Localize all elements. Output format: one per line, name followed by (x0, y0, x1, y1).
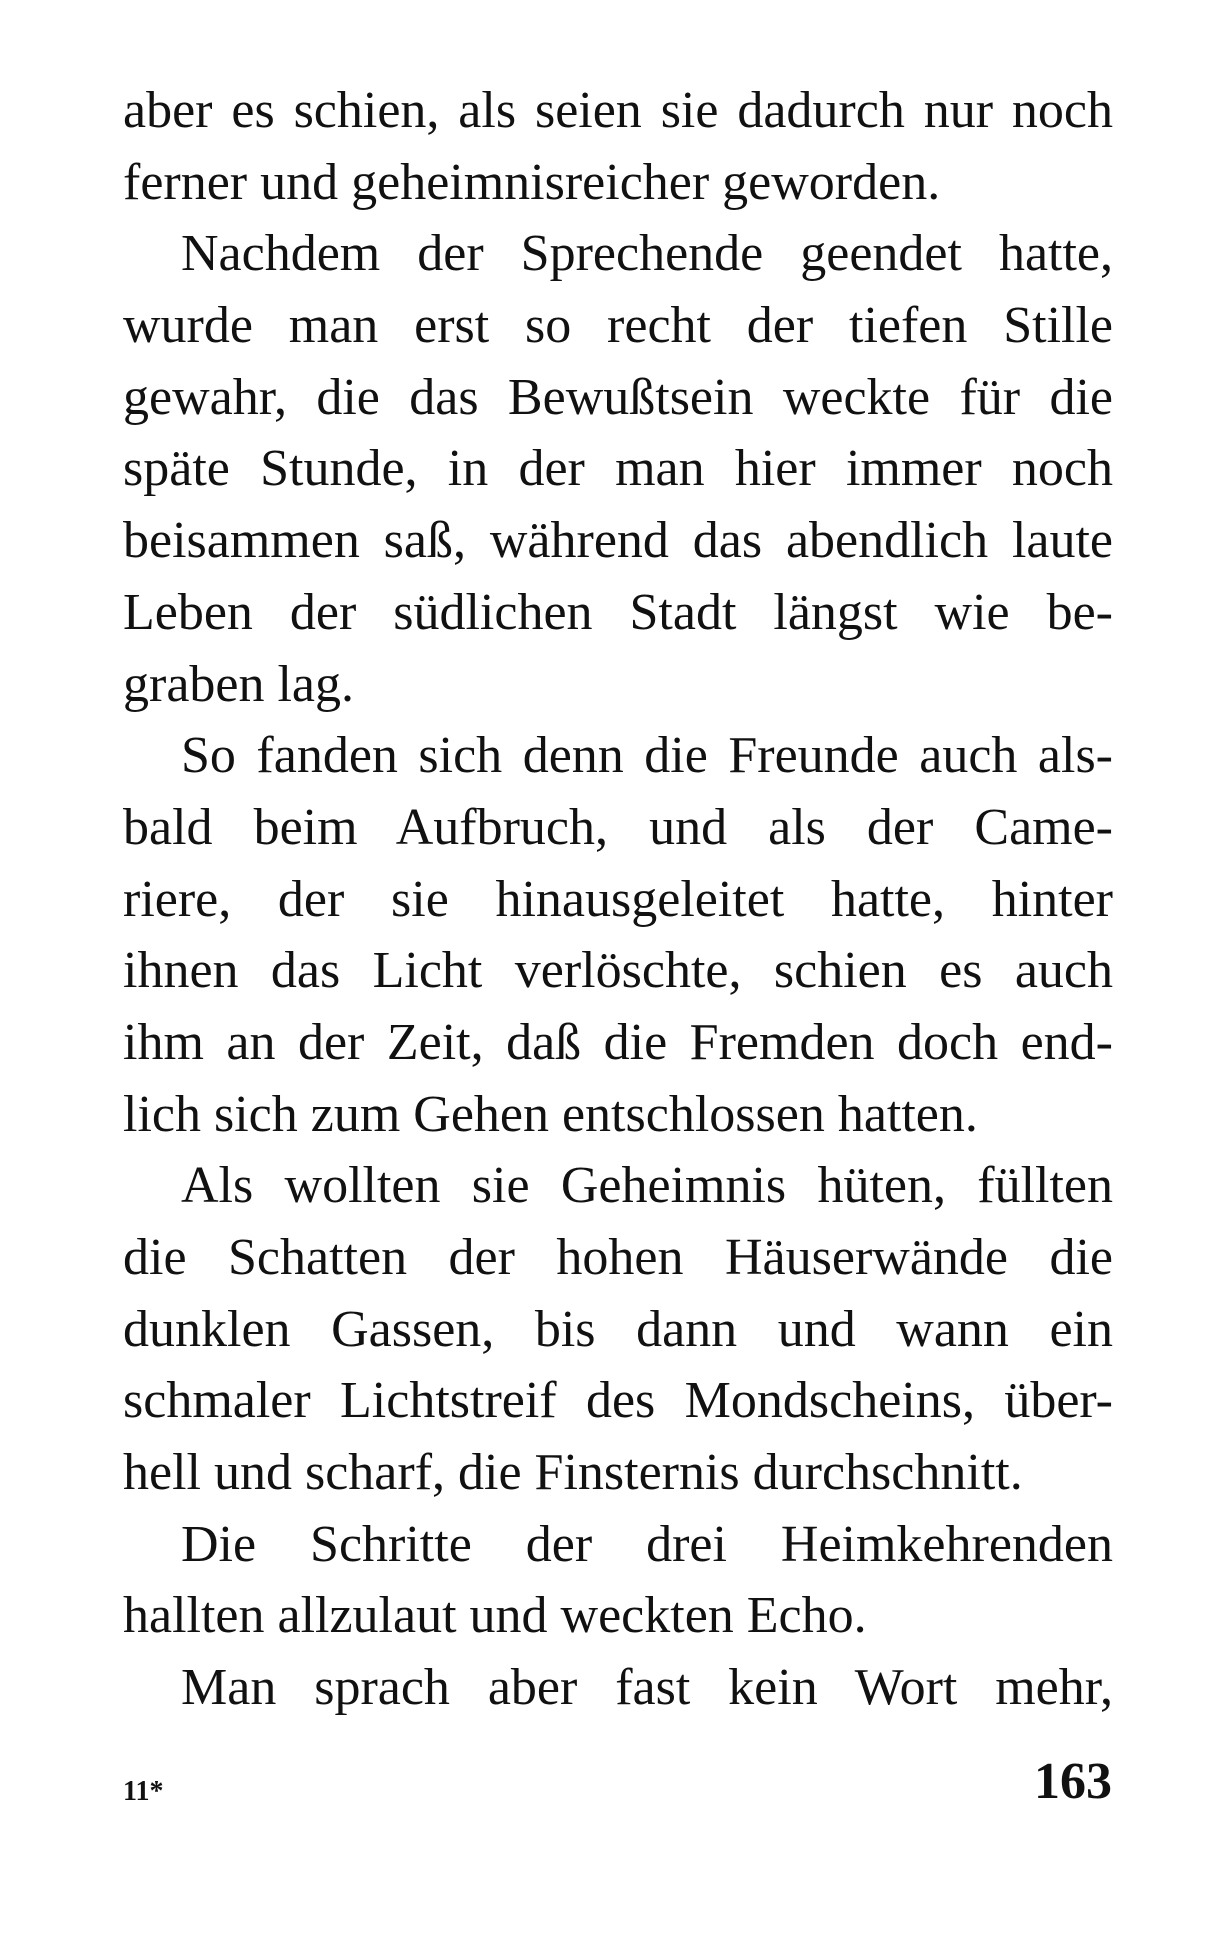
text-line: die Schatten der hohen Häuserwände die (123, 1229, 1113, 1286)
body-text (123, 75, 1113, 1724)
paragraph (123, 720, 1113, 1150)
paragraph (123, 75, 1113, 218)
text-line: wurde man erst so recht der tiefen Stille (123, 297, 1113, 355)
text-line: dunklen Gassen, bis dann und wann ein (123, 1300, 1113, 1358)
text-line: aber es schien, als seien sie dadurch nur noch (123, 82, 1113, 139)
text-line: ferner und geheimnisreicher geworden. (123, 153, 941, 211)
text-line: Die Schritte der drei Heimkehrenden (181, 1515, 1113, 1573)
text-line: beisammen saß, während das abendlich laute (123, 512, 1113, 570)
signature-mark: 11* (123, 1776, 164, 1807)
text-line: bald beim Aufbruch, und als der Came- (123, 798, 1113, 856)
text-line: Als wollten sie Geheimnis hüten, füllten (181, 1157, 1113, 1215)
text-line: Man sprach aber fast kein Wort mehr, (181, 1659, 1113, 1717)
text-line: lich sich zum Gehen entschlossen hatten. (123, 1085, 978, 1143)
text-line: Leben der südlichen Stadt längst wie be- (123, 583, 1113, 641)
paragraph (123, 218, 1113, 720)
text-line: Nachdem der Sprechende geendet hatte, (181, 225, 1113, 283)
text-line: ihm an der Zeit, daß die Fremden doch end- (123, 1013, 1113, 1071)
text-line: gewahr, die das Bewußtsein weckte für die (123, 368, 1113, 426)
text-line: hell und scharf, die Finsternis durchschnitt. (123, 1444, 1023, 1502)
text-line: So fanden sich denn die Freunde auch als- (181, 727, 1113, 785)
paragraph (123, 1652, 1113, 1724)
text-line: riere, der sie hinausgeleitet hatte, hinter (123, 870, 1113, 928)
text-line: schmaler Lichtstreif des Mondscheins, über- (123, 1372, 1113, 1430)
text-line: hallten allzulaut und weckten Echo. (123, 1587, 867, 1645)
paragraph (123, 1150, 1113, 1508)
text-line: ihnen das Licht verlöschte, schien es auch (123, 942, 1113, 1000)
text-line: graben lag. (123, 655, 355, 713)
page-number: 163 (1034, 1753, 1112, 1810)
text-line: späte Stunde, in der man hier immer noch (123, 440, 1113, 498)
paragraph (123, 1509, 1113, 1652)
